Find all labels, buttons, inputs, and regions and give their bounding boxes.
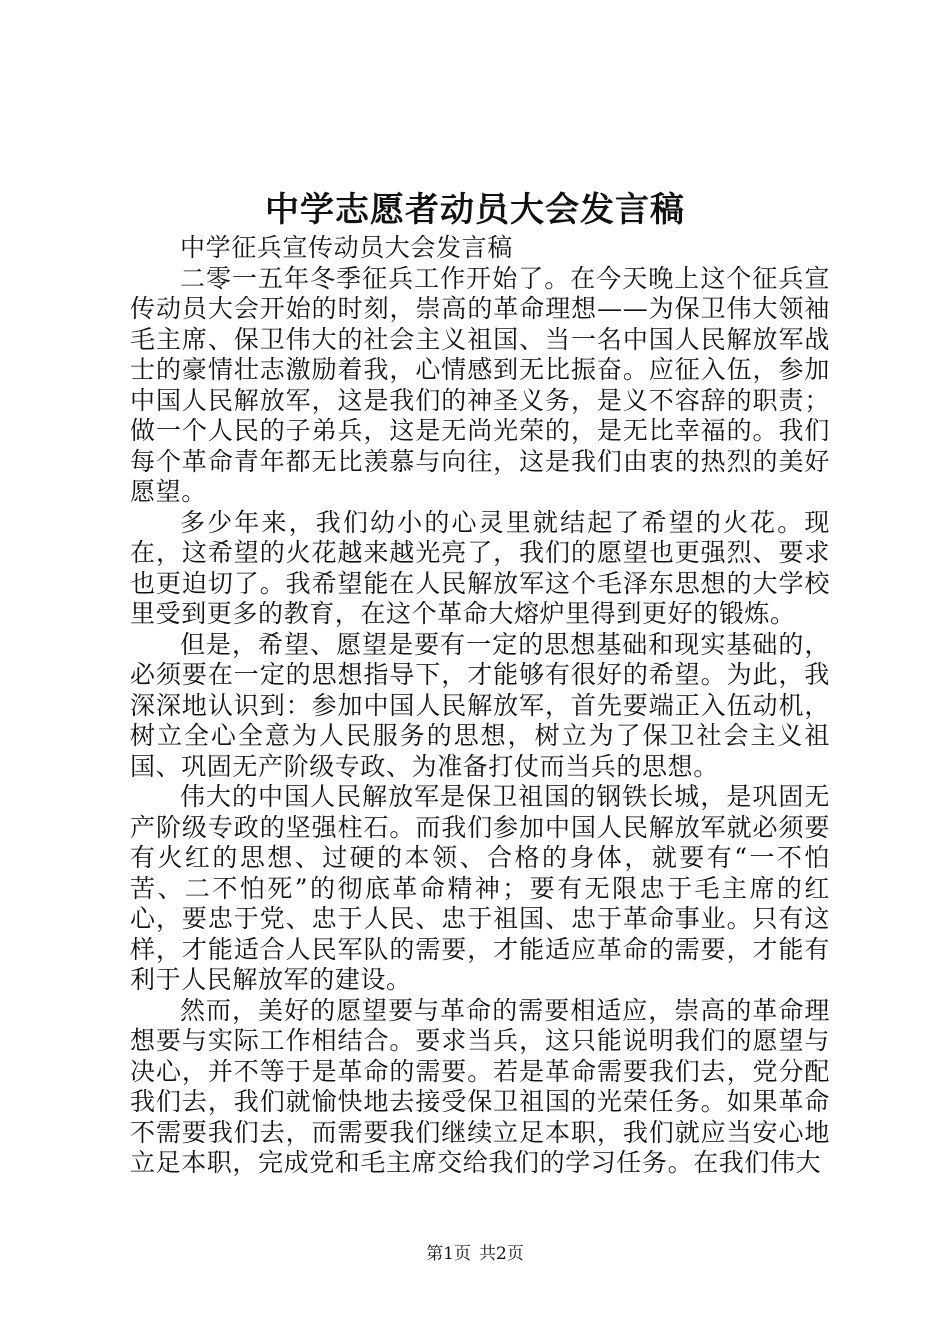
paragraph: 伟大的中国人民解放军是保卫祖国的钢铁长城，是巩固无产阶级专政的坚强柱石。而我们参加中国人民解放军就必须要有火红的思想、过硬的本领、合格的身体，就要有“一不怕苦、二不怕死”的彻底革命精神；要有无限忠于毛主席的红心，要忠于党、忠于人民、忠于祖国、忠于革命事业。只有这样，才能适合人民军队的需要，才能适应革命的需要，才能有利于人民解放军的建设。 — [130, 782, 830, 994]
document-body — [130, 233, 830, 1179]
page-total: 共2页 — [479, 1244, 524, 1264]
page-footer — [0, 1241, 950, 1267]
paragraph: 多少年来，我们幼小的心灵里就结起了希望的火花。现在，这希望的火花越来越光亮了，我们的愿望也更强烈、要求也更迫切了。我希望能在人民解放军这个毛泽东思想的大学校里受到更多的教育，在这个革命大熔炉里得到更好的锻炼。 — [130, 507, 830, 628]
paragraph-subtitle: 中学征兵宣传动员大会发言稿 — [180, 233, 513, 262]
page-number: 第1页 — [426, 1244, 471, 1264]
paragraph: 二零一五年冬季征兵工作开始了。在今天晚上这个征兵宣传动员大会开始的时刻，崇高的革命理想——为保卫伟大领袖毛主席、保卫伟大的社会主义祖国、当一名中国人民解放军战士的豪情壮志激励着我，心情感到无比振奋。应征入伍，参加中国人民解放军，这是我们的神圣义务，是义不容辞的职责；做一个人民的子弟兵，这是无尚光荣的，是无比幸福的。我们每个革命青年都无比羡慕与向往，这是我们由衷的热烈的美好愿望。 — [130, 263, 830, 506]
paragraph: 但是，希望、愿望是要有一定的思想基础和现实基础的，必须要在一定的思想指导下，才能够有很好的希望。为此，我深深地认识到：参加中国人民解放军，首先要端正入伍动机，树立全心全意为人民服务的思想，树立为了保卫社会主义祖国、巩固无产阶级专政、为准备打仗而当兵的思想。 — [130, 629, 830, 781]
document-title: 中学志愿者动员大会发言稿 — [265, 190, 685, 230]
paragraph: 然而，美好的愿望要与革命的需要相适应，崇高的革命理想要与实际工作相结合。要求当兵，这只能说明我们的愿望与决心，并不等于是革命的需要。若是革命需要我们去，党分配我们去，我们就愉快地去接受保卫祖国的光荣任务。如果革命不需要我们去，而需要我们继续立足本职，我们就应当安心地立足本职，完成党和毛主席交给我们的学习任务。在我们伟大 — [130, 995, 830, 1177]
